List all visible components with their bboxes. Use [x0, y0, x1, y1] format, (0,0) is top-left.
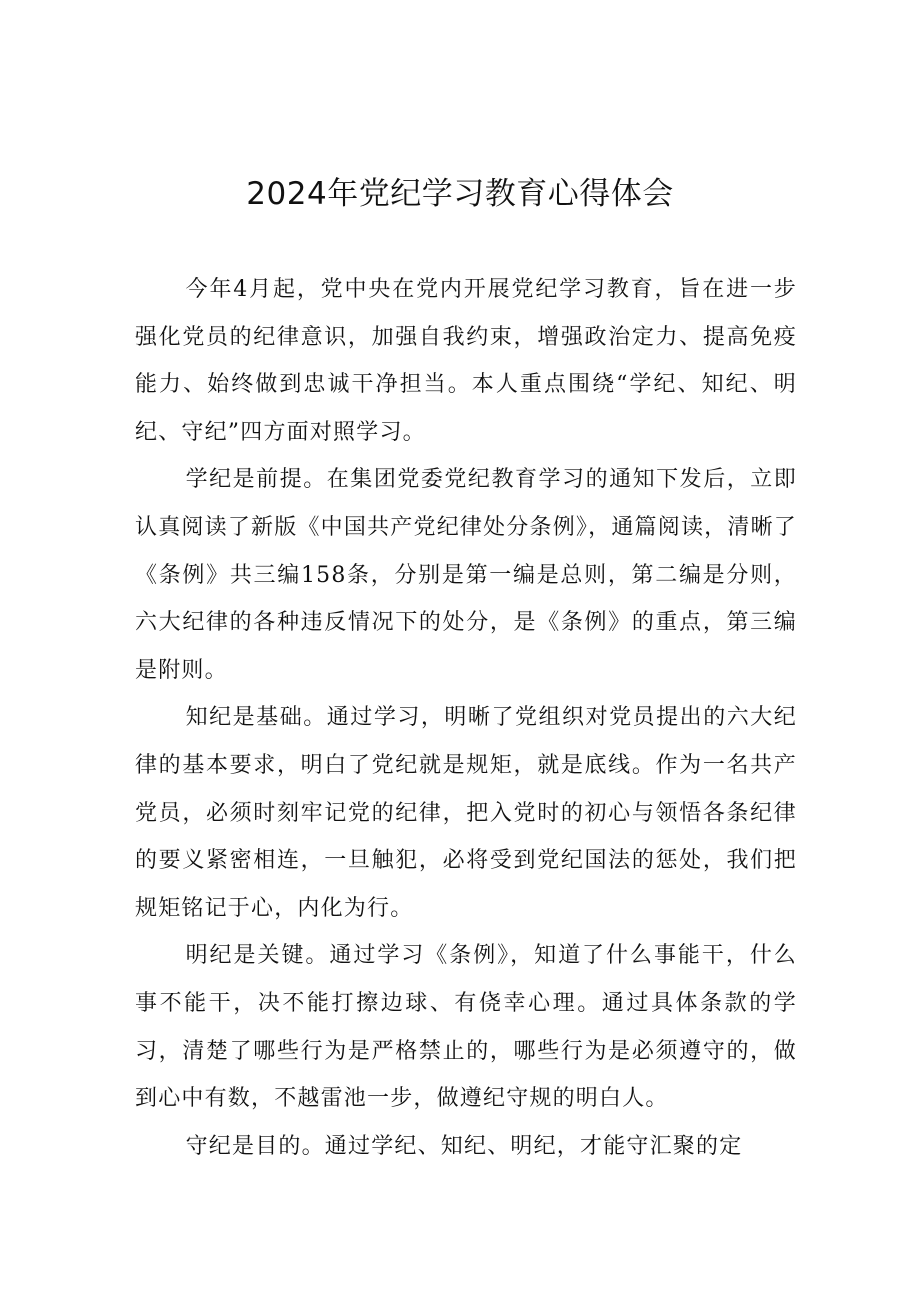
- document-body: [135, 266, 797, 1170]
- paragraph-know-discipline: 知纪是基础。通过学习，明晰了党组织对党员提出的六大纪律的基本要求，明白了党纪就是规矩，就是底线。作为一名共产党员，必须时刻牢记党的纪律，把入党时的初心与领悟各条纪律的要义紧密相连，一旦触犯，必将受到党纪国法的惩处，我们把规矩铭记于心，内化为行。: [135, 705, 797, 921]
- document-title: 2024年党纪学习教育心得体会: [246, 176, 674, 212]
- paragraph-study-discipline: 学纪是前提。在集团党委党纪教育学习的通知下发后，立即认真阅读了新版《中国共产党纪律处分条例》，通篇阅读，清晰了《条例》共三编158条，分别是第一编是总则，第二编是分则，六大纪律的各种违反情况下的处分，是《条例》的重点，第三编是附则。: [135, 467, 797, 683]
- paragraph-intro: 今年4月起，党中央在党内开展党纪学习教育，旨在进一步强化党员的纪律意识，加强自我约束，增强政治定力、提高免疫能力、始终做到忠诚干净担当。本人重点围绕“学纪、知纪、明纪、守纪”四方面对照学习。: [135, 277, 797, 445]
- paragraph-understand-discipline: 明纪是关键。通过学习《条例》，知道了什么事能干，什么事不能干，决不能打擦边球、有侥幸心理。通过具体条款的学习，清楚了哪些行为是严格禁止的，哪些行为是必须遵守的，做到心中有数，不越雷池一步，做遵纪守规的明白人。: [135, 943, 797, 1112]
- paragraph-keep-discipline: 守纪是目的。通过学纪、知纪、明纪，才能守汇聚的定: [185, 1133, 743, 1159]
